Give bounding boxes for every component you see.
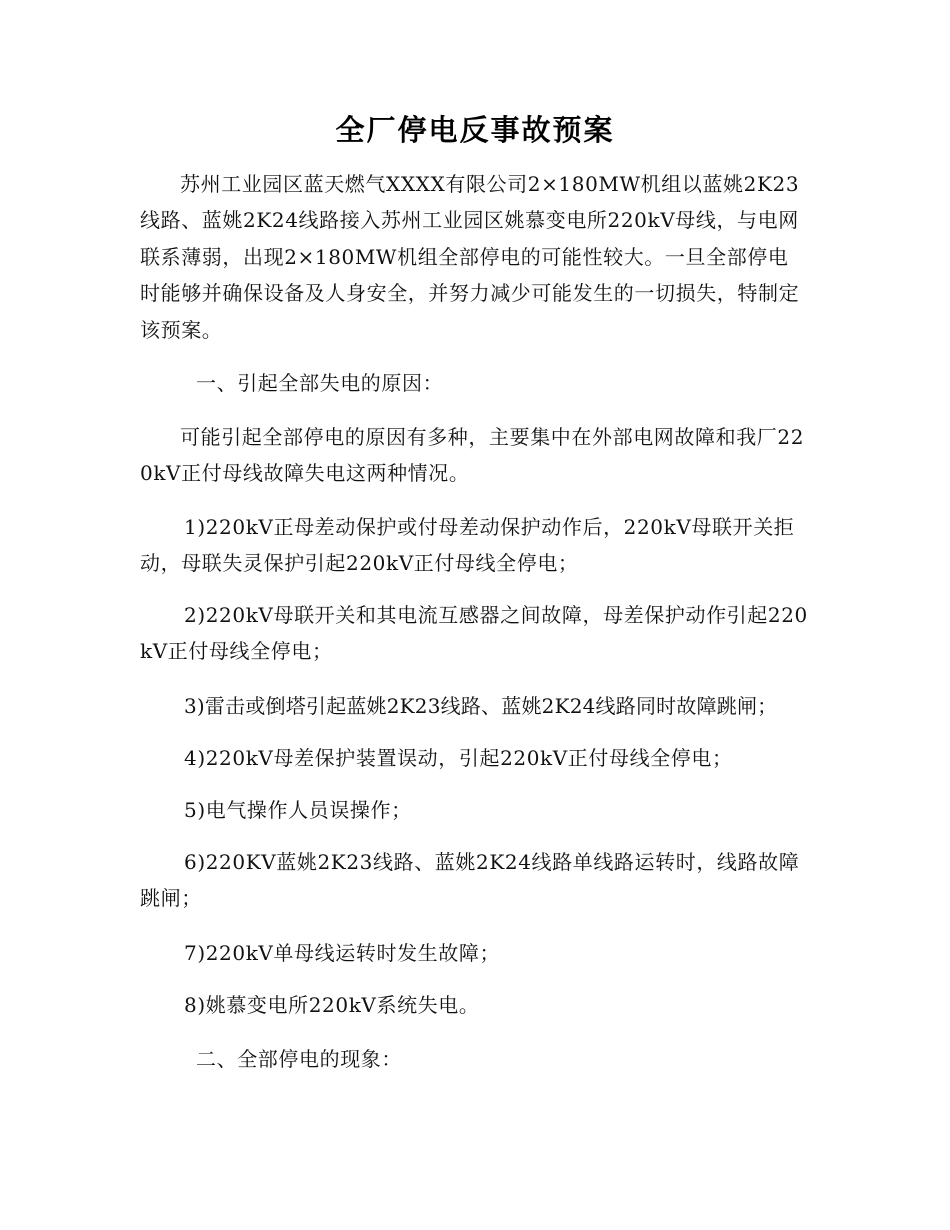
- cause-item-1: 1)220kV正母差动保护或付母差动保护动作后，220kV母联开关拒动，母联失灵保护引起220kV正付母线全停电；: [140, 515, 795, 576]
- section-1-intro: 可能引起全部停电的原因有多种，主要集中在外部电网故障和我厂220kV正付母线故障失电这两种情况。: [140, 425, 805, 486]
- cause-item-6: 6)220KV蓝姚2K23线路、蓝姚2K24线路单线路运转时，线路故障跳闸；: [140, 850, 800, 911]
- document-title: 全厂停电反事故预案: [335, 113, 615, 147]
- intro-paragraph: 苏州工业园区蓝天燃气XXXX有限公司2×180MW机组以蓝姚2K23线路、蓝姚2K24线路接入苏州工业园区姚慕变电所220kV母线，与电网联系薄弱，出现2×180MW机组全部停电的可能性较大。一旦全部停电时能够并确保设备及人身安全，并努力减少可能发生的一切损失，特制定该预案。: [140, 172, 800, 342]
- cause-item-3: 3)雷击或倒塔引起蓝姚2K23线路、蓝姚2K24线路同时故障跳闸；: [184, 694, 778, 718]
- cause-item-7: 7)220kV单母线运转时发生故障；: [184, 941, 501, 965]
- cause-item-5: 5)电气操作人员误操作；: [184, 798, 412, 822]
- cause-item-4: 4)220kV母差保护装置误动，引起220kV正付母线全停电；: [184, 746, 733, 770]
- cause-item-8: 8)姚慕变电所220kV系统失电。: [184, 993, 480, 1017]
- section-2-heading: 二、全部停电的现象：: [196, 1047, 402, 1071]
- cause-item-2: 2)220kV母联开关和其电流互感器之间故障，母差保护动作引起220kV正付母线全停电；: [140, 603, 808, 664]
- section-1-heading: 一、引起全部失电的原因：: [196, 371, 444, 395]
